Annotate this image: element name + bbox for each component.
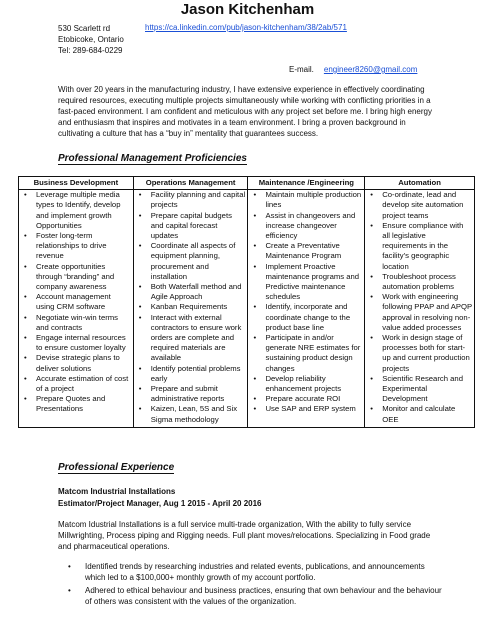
list-item: • Prepare and submit administrative reports <box>136 384 246 404</box>
list-item: • Identify potential problems early <box>136 364 246 384</box>
list-item: • Work in design stage of processes both for start-up and current production projects <box>367 333 472 374</box>
email-line <box>289 65 417 74</box>
list-item: • Account management using CRM software <box>21 292 131 312</box>
company-description-text: Matcom Idustrial Installations is a full service multi-trade organization, With the ability to fully service Millwrighting, Process piping and Rigging needs. Full plant moves/relocations. Specializing in Food grade and pharmaceutical operations. <box>58 520 431 551</box>
linkedin-link[interactable]: https://ca.linkedin.com/pub/jason-kitchenham/38/2ab/571 <box>145 23 347 32</box>
company-name: Matcom Industrial Installations <box>58 487 176 496</box>
operations-management-cell <box>133 190 248 428</box>
list-item: • Scientific Research and Experimental Development <box>367 374 472 405</box>
company-description <box>58 519 443 552</box>
list-item: • Kaizen, Lean, 5S and Six Sigma methodology <box>136 404 246 424</box>
list-item: • Prepare Quotes and Presentations <box>21 394 131 414</box>
list-item: • Interact with external contractors to ensure work orders are complete and required materials are available <box>136 313 246 364</box>
list-item: • Both Waterfall method and Agile Approach <box>136 282 246 302</box>
list-item: • Identify, incorporate and coordinate change to the product base line <box>250 302 362 333</box>
list-item: • Ensure compliance with all legislative requirements in the facility’s geographic location <box>367 221 472 272</box>
list-item: • Devise strategic plans to deliver solutions <box>21 353 131 373</box>
column-header: Operations Management <box>133 177 248 190</box>
list-item: • Maintain multiple production lines <box>250 190 362 210</box>
contact-address <box>58 23 124 56</box>
list-item: • Co-ordinate, lead and develop site automation project teams <box>367 190 472 221</box>
list-item: • Adhered to ethical behaviour and business practices, ensuring that own behaviour and the behaviour of others was consistent with the values of the organization. <box>58 585 443 607</box>
list-item: • Engage internal resources to ensure customer loyalty <box>21 333 131 353</box>
list-item: • Prepare accurate ROI <box>250 394 362 404</box>
phone-number: Tel: 289-684-0229 <box>58 46 123 55</box>
summary-paragraph <box>58 84 443 139</box>
list-item: • Assist in changeovers and increase changeover efficiency <box>250 211 362 242</box>
list-item: • Implement Proactive maintenance programs and Predictive maintenance schedules <box>250 262 362 303</box>
address-line-1: 530 Scarlett rd <box>58 24 111 33</box>
list-item: • Identified trends by researching industries and related events, publications, and announcements which led to a $100,000+ monthly growth of my account portfolio. <box>58 561 443 583</box>
automation-cell <box>365 190 475 428</box>
list-item: • Negotiate win-win terms and contracts <box>21 313 131 333</box>
list-item: • Participate in and/or generate NRE estimates for sustaining product design changes <box>250 333 362 374</box>
list-item: • Prepare capital budgets and capital forecast updates <box>136 211 246 242</box>
column-header: Maintenance /Engineering <box>248 177 365 190</box>
proficiencies-body-row <box>19 190 475 428</box>
proficiencies-header-row <box>19 177 475 190</box>
summary-text: With over 20 years in the manufacturing industry, I have extensive experience in effectively coordinating required resources, executing multiple projects simultaneously while working with conflicting priorities in a fast-paced environment. I am confident and meticulous with any project set before me. I bring high energy and enthusiasm that inspires and motivates in a team environment. I bring a proven background in cultivating a culture that has a “buy in” mentality that guarantees success. <box>58 85 432 138</box>
list-item: • Use SAP and ERP system <box>250 404 362 414</box>
email-label: E-mail. <box>289 65 314 74</box>
proficiencies-heading: Professional Management Proficiencies <box>58 153 247 164</box>
list-item: • Kanban Requirements <box>136 302 246 312</box>
list-item: • Facility planning and capital projects <box>136 190 246 210</box>
list-item: • Create a Preventative Maintenance Program <box>250 241 362 261</box>
column-header: Business Development <box>19 177 134 190</box>
list-item: • Develop reliability enhancement projects <box>250 374 362 394</box>
proficiencies-table <box>18 176 475 428</box>
applicant-name: Jason Kitchenham <box>180 1 315 18</box>
experience-bullets <box>58 561 443 609</box>
address-line-2: Etobicoke, Ontario <box>58 35 124 44</box>
experience-heading: Professional Experience <box>58 462 175 473</box>
list-item: • Leverage multiple media types to Identify, develop and implement growth Opportunities <box>21 190 131 231</box>
list-item: • Troubleshoot process automation problems <box>367 272 472 292</box>
maintenance-engineering-cell <box>248 190 365 428</box>
business-development-cell <box>19 190 134 428</box>
list-item: • Create opportunities through “branding” and company awareness <box>21 262 131 293</box>
column-header: Automation <box>365 177 475 190</box>
list-item: • Foster long-term relationships to drive revenue <box>21 231 131 262</box>
list-item: • Accurate estimation of cost of a project <box>21 374 131 394</box>
list-item: • Work with engineering following PPAP and APQP approval in resolving non-value added processes <box>367 292 472 333</box>
list-item: • Monitor and calculate OEE <box>367 404 472 424</box>
job-position: Estimator/Project Manager, Aug 1 2015 - April 20 2016 <box>58 499 262 508</box>
email-link[interactable]: engineer8260@gmail.com <box>323 65 418 74</box>
list-item: • Coordinate all aspects of equipment planning, procurement and installation <box>136 241 246 282</box>
